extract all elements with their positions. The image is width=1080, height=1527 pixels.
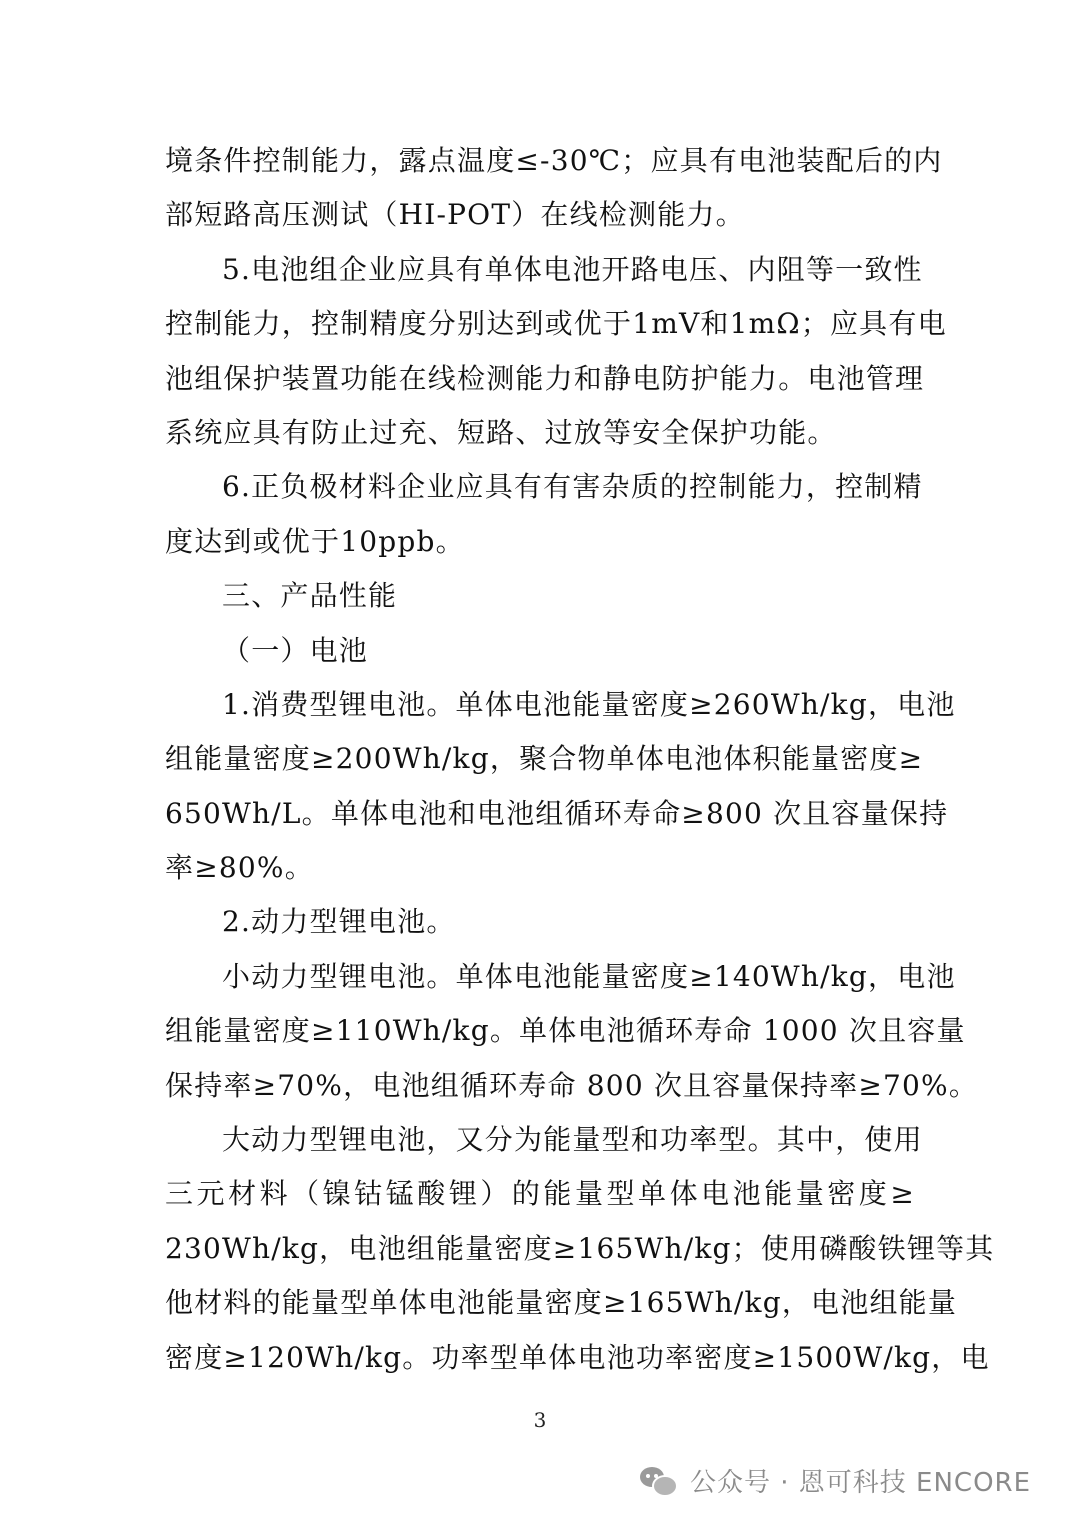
paragraph-start: 大动力型锂电池，又分为能量型和功率型。其中，使用 (222, 1123, 923, 1157)
text-line: 控制能力，控制精度分别达到或优于1mV和1mΩ；应具有电 (165, 307, 947, 341)
paragraph-start: 2.动力型锂电池。 (222, 905, 456, 939)
paragraph-start: 5.电池组企业应具有单体电池开路电压、内阻等一致性 (222, 252, 923, 286)
document-body (165, 134, 995, 1385)
section-heading: 三、产品性能 (222, 579, 398, 613)
text-line: 三元材料（镍钴锰酸锂）的能量型单体电池能量密度≥ (165, 1177, 915, 1211)
text-line: 650Wh/L。单体电池和电池组循环寿命≥800 次且容量保持 (165, 796, 949, 830)
page-number: 3 (533, 1408, 547, 1432)
text-line: 境条件控制能力，露点温度≤-30℃；应具有电池装配后的内 (165, 144, 943, 177)
watermark (640, 1455, 1031, 1505)
text-line: 他材料的能量型单体电池能量密度≥165Wh/kg，电池组能量 (165, 1286, 958, 1320)
text-line: 组能量密度≥200Wh/kg，聚合物单体电池体积能量密度≥ (165, 742, 924, 776)
text-line: 率≥80%。 (165, 851, 314, 885)
paragraph-start: 1.消费型锂电池。单体电池能量密度≥260Wh/kg，电池 (222, 687, 956, 721)
text-line: 度达到或优于10ppb。 (165, 524, 465, 558)
text-line: 密度≥120Wh/kg。功率型单体电池功率密度≥1500W/kg，电 (165, 1340, 990, 1374)
text-line: 保持率≥70%，电池组循环寿命 800 次且容量保持率≥70%。 (165, 1068, 979, 1102)
wechat-icon (640, 1465, 676, 1495)
paragraph-start: 6.正负极材料企业应具有有害杂质的控制能力，控制精 (222, 470, 923, 504)
paragraph-start: 小动力型锂电池。单体电池能量密度≥140Wh/kg，电池 (222, 959, 956, 993)
watermark-text: 公众号 · 恩可科技 ENCORE (690, 1467, 1032, 1498)
text-line: 部短路高压测试（HI-POT）在线检测能力。 (165, 198, 745, 232)
text-line: 池组保护装置功能在线检测能力和静电防护能力。电池管理 (165, 361, 925, 395)
text-line: 系统应具有防止过充、短路、过放等安全保护功能。 (165, 415, 837, 449)
text-line: 230Wh/kg，电池组能量密度≥165Wh/kg；使用磷酸铁锂等其 (165, 1231, 995, 1265)
subsection-heading: （一）电池 (222, 633, 369, 667)
text-line: 组能量密度≥110Wh/kg。单体电池循环寿命 1000 次且容量 (165, 1014, 966, 1048)
